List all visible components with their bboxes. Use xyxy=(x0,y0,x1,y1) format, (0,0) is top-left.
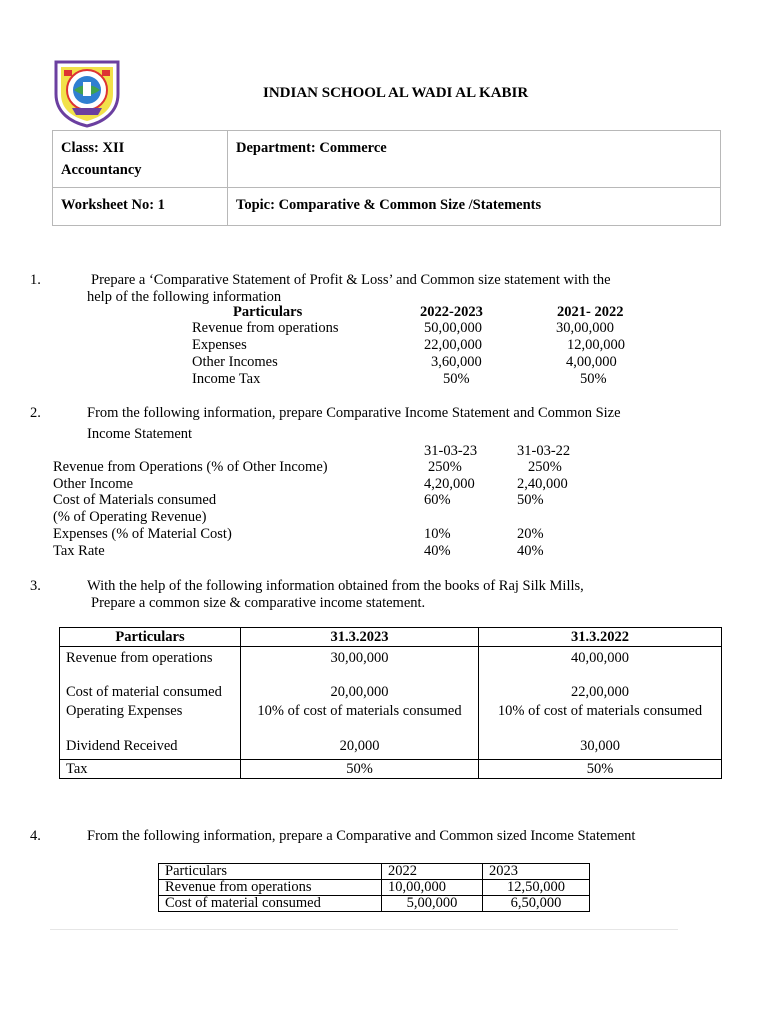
table-header-cell: 2022 xyxy=(382,864,483,880)
row-value: 50% xyxy=(517,492,544,508)
row-value: 60% xyxy=(424,492,451,508)
row-label: Expenses (% of Material Cost) xyxy=(53,526,232,542)
class-label: Class: XII xyxy=(61,140,125,156)
row-value: 4,00,000 xyxy=(566,354,617,370)
worksheet-info-table xyxy=(52,130,721,226)
row-label: Other Income xyxy=(53,476,134,492)
row-value: 10% xyxy=(424,526,451,542)
row-value: 50,00,000 xyxy=(424,320,482,336)
row-value: 3,60,000 xyxy=(431,354,482,370)
table-cell xyxy=(60,647,241,760)
table-header-cell: 2023 xyxy=(483,864,590,880)
question-number: 1. xyxy=(30,272,41,288)
department-label: Department: Commerce xyxy=(236,140,387,156)
row-value: 20,00,000 xyxy=(330,684,389,700)
table-cell: 10,00,000 xyxy=(382,880,483,896)
table-cell: Tax xyxy=(60,760,241,779)
table-header-cell: 31.3.2023 xyxy=(241,628,479,647)
col-header: 31-03-22 xyxy=(517,443,571,459)
row-value: 30,00,000 xyxy=(556,320,614,336)
row-value: 20% xyxy=(517,526,544,542)
row-label: Cost of Materials consumed xyxy=(53,492,217,508)
table-cell xyxy=(479,647,722,760)
row-value: 50% xyxy=(443,371,470,387)
table-header-row xyxy=(60,628,722,647)
table-header-row xyxy=(159,864,590,880)
row-label: Revenue from operations xyxy=(192,320,339,336)
table-cell: 12,50,000 xyxy=(483,880,590,896)
row-label: Income Tax xyxy=(192,371,261,387)
table-header-cell: Particulars xyxy=(60,628,241,647)
topic-label: Topic: Comparative & Common Size /Statements xyxy=(236,197,542,213)
subject-label: Accountancy xyxy=(61,162,142,178)
table-header-cell: Particulars xyxy=(159,864,382,880)
row-value: 40,00,000 xyxy=(571,650,629,666)
worksheet-no-cell xyxy=(53,188,228,226)
table-row xyxy=(60,647,722,760)
table-cell: 50% xyxy=(241,760,479,779)
row-value: 250% xyxy=(528,459,562,475)
row-label: Tax Rate xyxy=(53,543,105,559)
row-value: 20,000 xyxy=(339,738,380,754)
table-cell: Cost of material consumed xyxy=(159,896,382,912)
col-header: 31-03-23 xyxy=(424,443,478,459)
row-value: 10% of cost of materials consumed xyxy=(497,703,703,719)
row-label: Other Incomes xyxy=(192,354,278,370)
row-value: 22,00,000 xyxy=(424,337,482,353)
question-number: 3. xyxy=(30,578,41,594)
q4-table xyxy=(158,863,590,912)
col-header: Particulars xyxy=(233,304,303,320)
row-value: 30,000 xyxy=(580,738,620,754)
school-name: INDIAN SCHOOL AL WADI AL KABIR xyxy=(263,85,529,101)
page-divider xyxy=(50,929,678,930)
row-value: 40% xyxy=(424,543,451,559)
table-cell: 5,00,000 xyxy=(382,896,483,912)
question-number: 4. xyxy=(30,828,41,844)
row-label: (% of Operating Revenue) xyxy=(53,509,207,525)
table-row xyxy=(60,760,722,779)
question-number: 2. xyxy=(30,405,41,421)
question-text: From the following information, prepare Comparative Income Statement and Common Size xyxy=(87,405,621,421)
school-logo xyxy=(52,58,122,128)
table-cell: Revenue from operations xyxy=(159,880,382,896)
topic-cell xyxy=(228,188,721,226)
question-text: Prepare a ‘Comparative Statement of Profit & Loss’ and Common size statement with the xyxy=(91,272,611,288)
row-value: 10% of cost of materials consumed xyxy=(257,703,462,719)
row-label: Revenue from Operations (% of Other Income) xyxy=(53,459,328,475)
row-label: Operating Expenses xyxy=(66,703,183,719)
row-label: Revenue from operations xyxy=(66,650,213,666)
worksheet-no-label: Worksheet No: 1 xyxy=(61,197,165,213)
table-header-cell: 31.3.2022 xyxy=(479,628,722,647)
table-cell xyxy=(241,647,479,760)
table-cell: 6,50,000 xyxy=(483,896,590,912)
question-text: From the following information, prepare a Comparative and Common sized Income Statement xyxy=(87,828,636,844)
table-row xyxy=(159,880,590,896)
row-value: 2,40,000 xyxy=(517,476,568,492)
row-value: 12,00,000 xyxy=(567,337,625,353)
col-header: 2022-2023 xyxy=(420,304,483,320)
row-label: Dividend Received xyxy=(66,738,178,754)
row-label: Cost of material consumed xyxy=(66,684,222,700)
row-value: 22,00,000 xyxy=(571,684,629,700)
row-value: 50% xyxy=(580,371,607,387)
question-text: With the help of the following information obtained from the books of Raj Silk Mills, xyxy=(87,578,584,594)
col-header: 2021- 2022 xyxy=(557,304,624,320)
question-text: Prepare a common size & comparative income statement. xyxy=(91,595,426,611)
question-text: Income Statement xyxy=(87,426,193,442)
table-row xyxy=(159,896,590,912)
department-cell xyxy=(228,131,721,188)
table-cell: 50% xyxy=(479,760,722,779)
class-cell xyxy=(53,131,228,188)
question-text: help of the following information xyxy=(87,289,282,305)
row-label: Expenses xyxy=(192,337,247,353)
row-value: 4,20,000 xyxy=(424,476,475,492)
row-value: 40% xyxy=(517,543,544,559)
row-value: 250% xyxy=(428,459,462,475)
row-value: 30,00,000 xyxy=(330,650,389,666)
q3-table xyxy=(59,627,722,779)
